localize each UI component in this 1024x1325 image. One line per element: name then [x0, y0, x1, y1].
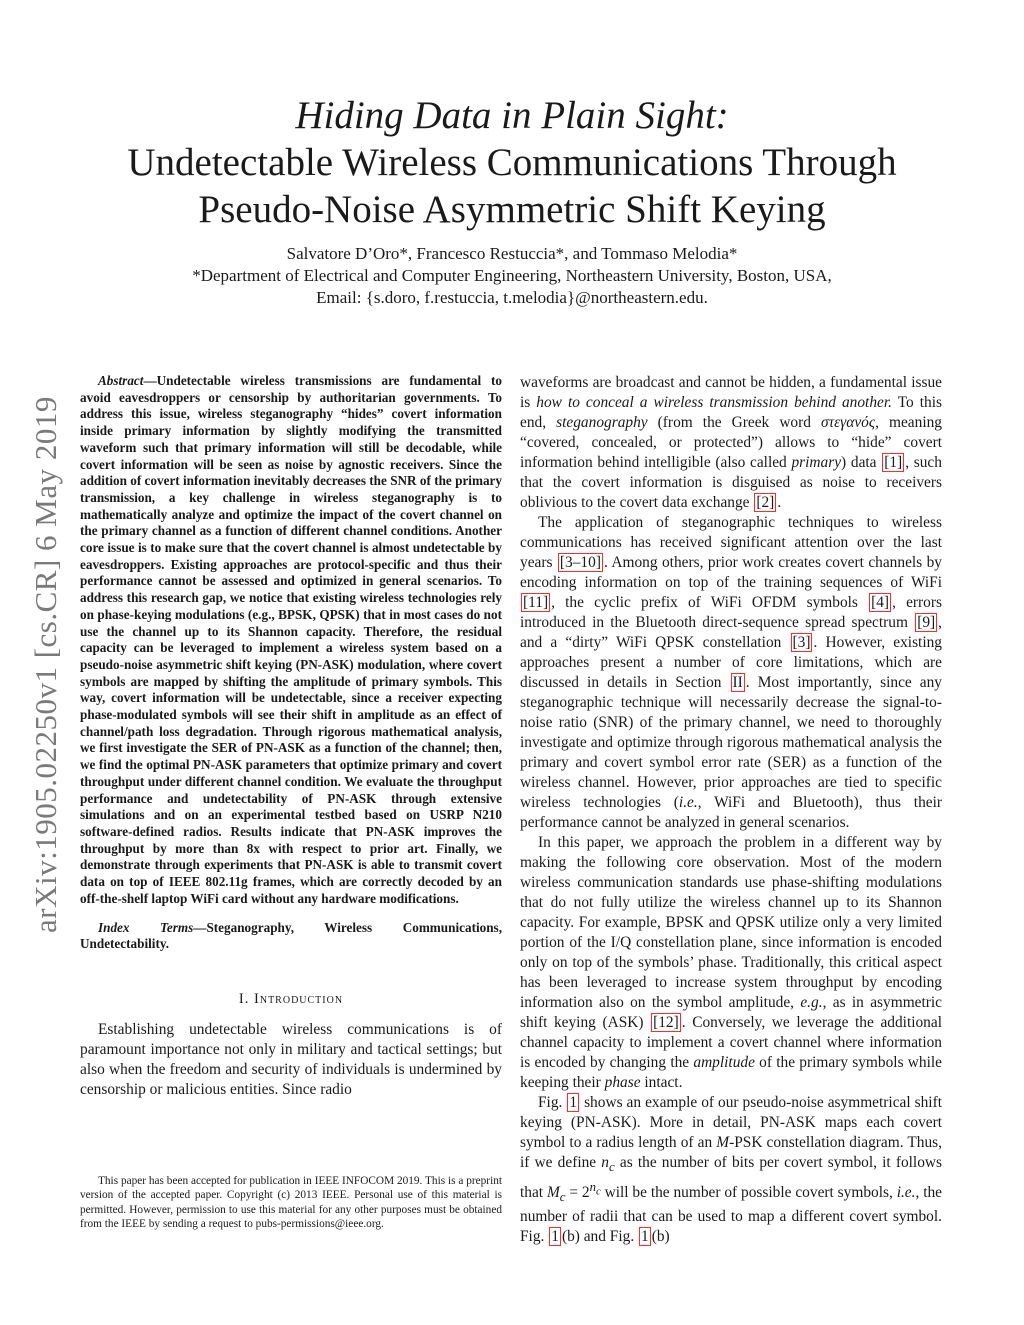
affiliation: *Department of Electrical and Computer Engineering, Northeastern University, Boston, USA, [192, 266, 832, 285]
citation-link[interactable]: [3–10] [559, 554, 601, 571]
title-line-2: Undetectable Wireless Communications Through [127, 141, 897, 184]
abstract [80, 373, 502, 908]
title-line-3: Pseudo-Noise Asymmetric Shift Keying [198, 188, 826, 231]
section-link[interactable]: II [732, 674, 743, 691]
intro-paragraph: Establishing undetectable wireless communications is of paramount importance not only in military and tactical settings; but also when the freedom and security of individuals is undermined by censorship or malicious entities. Since radio [80, 1020, 502, 1098]
paragraph-1: waveforms are broadcast and cannot be hidden, a fundamental issue is how to conceal a wireless transmission behind another. To this end, steganography (from the Greek word στεγανός, meaning “covered, concealed, or protected”) allows to “hide” covert information behind intelligible (also called primary) data [1] , such that the covert information is disguised as noise to receivers oblivious to the covert data exchange [2] . [520, 374, 942, 511]
abstract-lead: Abstract [98, 373, 144, 388]
figure-link[interactable]: 1 [551, 1228, 559, 1246]
citation-link[interactable]: [11] [523, 594, 549, 611]
figure-link[interactable]: 1 [569, 1094, 578, 1111]
citation-link[interactable]: [1] [884, 454, 903, 471]
abstract-text: —Undetectable wireless transmissions are fundamental to avoid eavesdroppers or censorship by authoritarian governments. To address this issue, wireless steganography “hides” covert information inside primary information by slightly modifying the transmitted waveform such that primary information will still be decodable, while covert information will be seen as noise by agnostic receivers. Since the addition of covert information inevitably decreases the SNR of the primary transmission, a key challenge in wireless steganography is to mathematically analyze and optimize the impact of the covert channel on the primary channel as a function of different channel conditions. Another core issue is to make sure that the covert channel is almost undetectable by eavesdroppers. Existing approaches are protocol-specific and thus their performance cannot be assessed and optimized in general scenarios. To address this research gap, we notice that existing wireless technologies rely on phase-keying modulations (e.g., BPSK, QPSK) that in most cases do not use the channel up to its Shannon capacity. Therefore, the residual capacity can be leveraged to implement a wireless system based on a pseudo-noise asymmetric shift keying (PN-ASK) modulation, where covert symbols are mapped by shifting the amplitude of primary symbols. This way, covert information will be undetectable, since a receiver expecting phase-modulated symbols will see their shift in amplitude as an effect of channel/path loss degradation. Through rigorous mathematical analysis, we first investigate the SER of PN-ASK as a function of the channel; then, we find the optimal PN-ASK parameters that optimize primary and covert throughput under different channel condition. We evaluate the throughput performance and undetectability of PN-ASK through extensive simulations and on an experimental testbed based on USRP N210 software-defined radios. Results indicate that PN-ASK improves the throughput by more than 8x with respect to prior art. Finally, we demonstrate through experiments that PN-ASK is able to transmit covert data on top of IEEE 802.11g frames, which are correctly decoded by an off-the-shelf laptop WiFi card without any hardware modifications. [80, 373, 502, 906]
title-line-1: Hiding Data in Plain Sight: [295, 94, 729, 137]
paragraph-2: The application of steganographic techniques to wireless communications has received significant attention over the last years [3–10] . Among others, prior work creates covert channels by encoding information on top of the training sequences of WiFi [11] , the cyclic prefix of WiFi OFDM symbols [4] , errors introduced in the Bluetooth direct-sequence spread spectrum [9] , and a “dirty” WiFi QPSK constellation [3] . However, existing approaches present a number of core limitations, which are discussed in details in Section II . Most importantly, since any steganographic technique will necessarily decrease the signal-to-noise ratio (SNR) of the primary channel, we need to thoroughly investigate and optimize through rigorous mathematical analysis the primary and covert symbol error rate (SER) as a function of the wireless channel. However, prior approaches are tied to specific wireless technologies (i.e., WiFi and Bluetooth), thus their performance cannot be analyzed in general scenarios. [520, 514, 942, 831]
paragraph-4: Fig. 1 shows an example of our pseudo-noise asymmetrical shift keying (PN-ASK). More in detail, PN-ASK maps each covert symbol to a radius length of an M-PSK constellation diagram. Thus, if we define $n_c$ as the number of bits per covert symbol, it follows that $M_c = 2^{n_c}$ will be the number of possible covert symbols, i.e., the number of radii that can be used to map a different covert symbol. Fig. 1 (b) and Fig. 1 (b) [520, 1094, 943, 1246]
citation-link[interactable]: [12] [653, 1014, 679, 1031]
footnote: This paper has been accepted for publication in IEEE INFOCOM 2019. This is a preprint version of the accepted paper. Copyright (c) 2013 IEEE. Personal use of this material is permitted. However, permission to use this material for any other purposes must be obtained from the IEEE by sending a request to pubs-permissions@ieee.org. [80, 1175, 502, 1230]
index-terms-lead: Index Terms [98, 919, 194, 935]
arxiv-watermark [22, 355, 66, 955]
figure-link[interactable]: 1 [641, 1228, 649, 1246]
index-terms [80, 920, 502, 953]
arxiv-identifier: arXiv:1905.02250v1 [cs.CR] 6 May 2019 [28, 396, 63, 933]
right-column [520, 373, 942, 1247]
section-number: I. [238, 990, 250, 1007]
section-heading [80, 991, 502, 1008]
citation-link[interactable]: [9] [917, 614, 936, 631]
index-terms-text: —Steganography, Wireless Communications, Undetectability. [80, 919, 502, 952]
citation-link[interactable]: [4] [871, 594, 890, 611]
left-column [80, 373, 502, 1100]
citation-link[interactable]: [2] [756, 494, 775, 511]
title-block [80, 92, 944, 309]
authors: Salvatore D’Oro*, Francesco Restuccia*, and Tommaso Melodia* [286, 244, 738, 263]
section-title: Introduction [254, 990, 344, 1007]
citation-link[interactable]: [3] [792, 634, 811, 651]
paragraph-3: In this paper, we approach the problem in a different way by making the following core observation. Most of the modern wireless communication standards use phase-shifting modulations that do not fully utilize the wireless channel up to its Shannon capacity. For example, BPSK and QPSK utilize only a very limited portion of the I/Q constellation plane, since information is encoded only on top of the symbols’ phase. Traditionally, this critical aspect has been leveraged to increase system throughput by encoding information also on the symbol amplitude, e.g., as in asymmetric shift keying (ASK) [12] . Conversely, we leverage the additional channel capacity to implement a covert channel where information is encoded by changing the amplitude of the primary symbols while keeping their phase intact. [520, 834, 943, 1091]
email: Email: {s.doro, f.restuccia, t.melodia}@northeastern.edu. [316, 288, 708, 307]
